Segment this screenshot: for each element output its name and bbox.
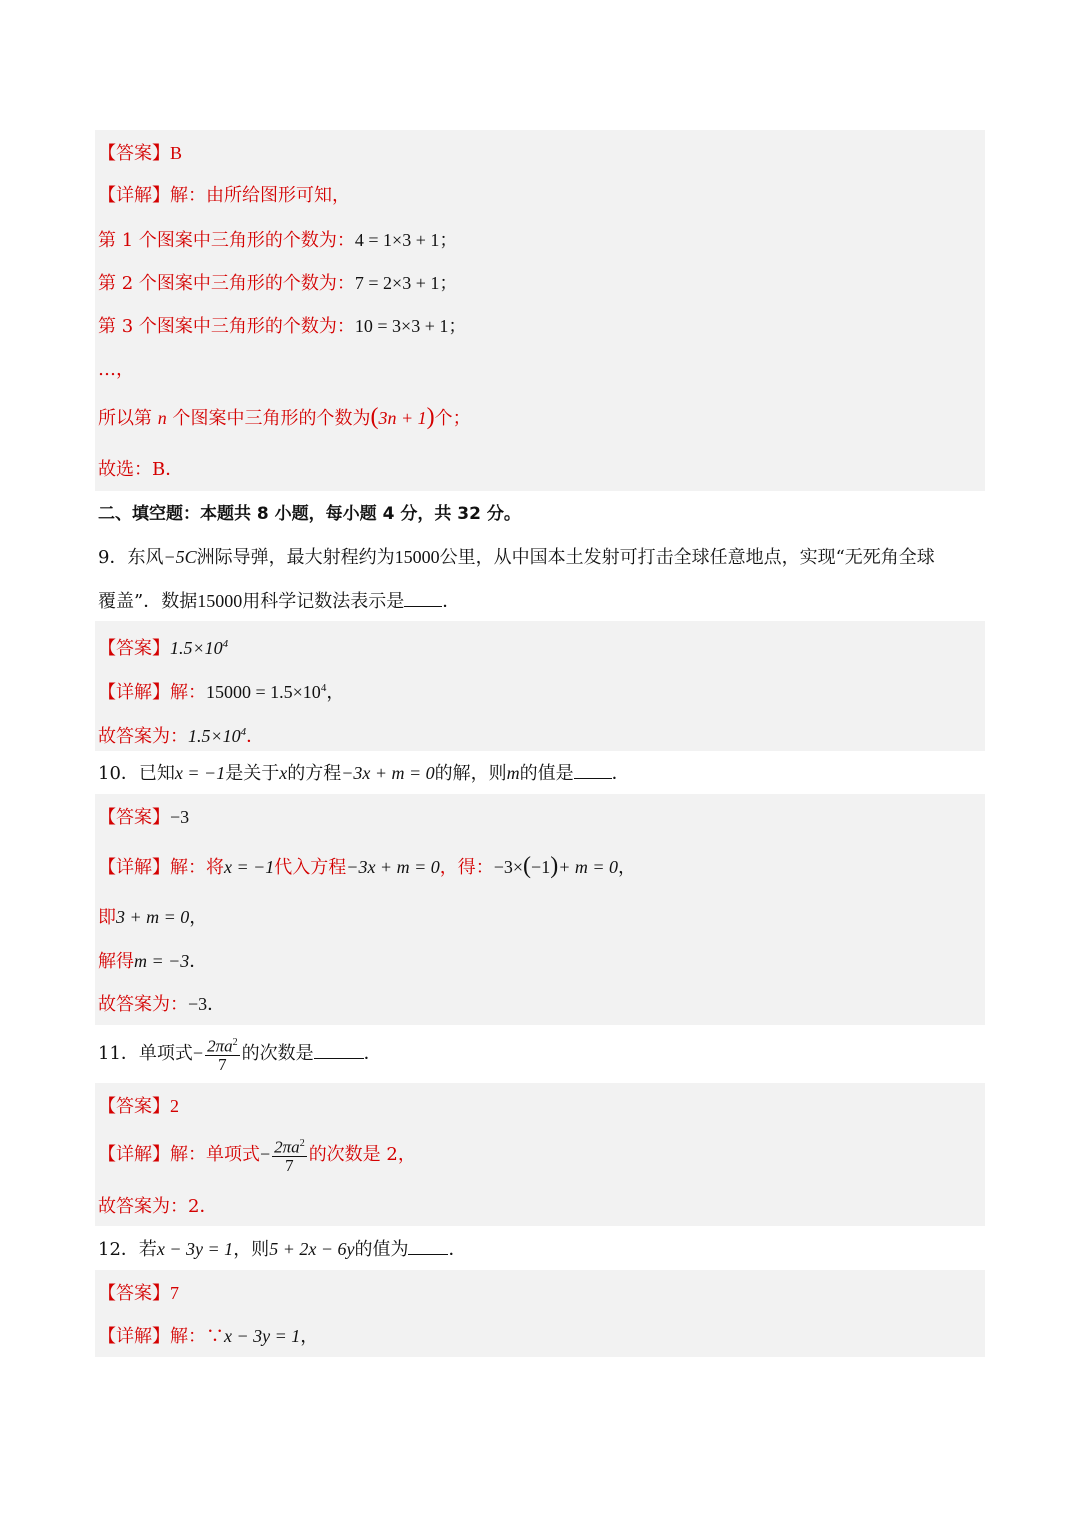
q9-conclusion (98, 720, 264, 749)
q12-text: 的值为 (354, 1239, 409, 1260)
detail-math: x − 3y = 1 (224, 1326, 301, 1346)
detail-math: + m = 0 (558, 857, 618, 877)
conclusion-end: ． (246, 726, 265, 747)
numerator (205, 1034, 240, 1057)
detail-tag: 【详解】 (98, 185, 170, 206)
numerator-exponent: 2 (232, 1036, 238, 1048)
q10-text: ． (611, 763, 630, 784)
q10-math: m (506, 763, 520, 783)
general-expr: 3n + 1 (378, 408, 427, 428)
q10-text: 的方程 (287, 763, 342, 784)
fraction (272, 1135, 307, 1176)
detail-math: 15000 = 1.5×10 (206, 682, 321, 702)
conclusion-base: 1.5×10 (188, 726, 241, 746)
denominator: 7 (285, 1156, 294, 1176)
conclusion-text: 故答案为： (98, 726, 188, 747)
general-n: n (157, 408, 167, 428)
q9-math: −5C (163, 547, 197, 567)
q9-text: 覆盖”．数据 (98, 591, 198, 612)
detail-tag: 【详解】 (98, 1326, 170, 1347)
denominator: 7 (218, 1055, 227, 1075)
q10-text: 的值是 (519, 763, 574, 784)
step-end: ； (439, 230, 458, 251)
q9-math: 15000 (394, 547, 440, 567)
general-text-a: 所以第 (98, 408, 152, 429)
step-math: 3 + m = 0 (116, 907, 190, 927)
q9-text: 公里，从中国本土发射可打击全球任意地点，实现“无死角全球 (439, 547, 935, 568)
q9-text: ． (442, 591, 461, 612)
step-text: 第 3 个图案中三角形的个数为： (98, 316, 355, 337)
q8-ellipsis (98, 358, 134, 382)
answer-exponent: 4 (222, 638, 229, 650)
close-paren: ) (426, 404, 435, 430)
q12-math: 5 + 2x − 6y (269, 1239, 355, 1259)
q11-text: ． (363, 1043, 382, 1064)
general-text-c: 个； (434, 408, 471, 429)
conclusion-text: 故选：B． (98, 459, 184, 480)
numerator-text: 2πa (207, 1036, 233, 1056)
conclusion-end: ． (207, 994, 226, 1015)
answer-value: −3 (170, 807, 190, 827)
q10-text: 的解，则 (434, 763, 507, 784)
q12-text: 12．若 (98, 1239, 157, 1260)
q11-stem (98, 1030, 382, 1077)
answer-tag: 【答案】 (98, 1283, 170, 1304)
detail-text: 解：∵ (170, 1326, 224, 1347)
detail-exponent: 4 (320, 682, 327, 694)
q12-math: x − 3y = 1 (156, 1239, 234, 1259)
detail-text: 解：由所给图形可知， (170, 185, 350, 206)
detail-end: ， (300, 1326, 319, 1347)
q9-stem-line-2 (98, 589, 460, 614)
answer-value: 7 (170, 1283, 179, 1303)
q11-answer-line (98, 1094, 179, 1119)
step-math: 10 = 3×3 + 1 (354, 316, 449, 336)
numerator-exponent: 2 (299, 1137, 305, 1149)
step-math: 7 = 2×3 + 1 (354, 273, 440, 293)
answer-base: 1.5×10 (170, 638, 223, 658)
q9-text: 洲际导弹，最大射程约为 (196, 547, 395, 568)
conclusion-exponent: 4 (240, 726, 247, 738)
q9-detail-line (98, 676, 344, 705)
q10-answer-box (95, 794, 985, 1025)
answer-tag: 【答案】 (98, 143, 170, 164)
step-text: 即 (98, 907, 116, 928)
answer-tag: 【答案】 (98, 1096, 170, 1117)
detail-text: 解： (170, 682, 206, 703)
q8-detail-line (98, 184, 350, 208)
q9-text: 用科学记数法表示是 (242, 591, 405, 612)
answer-value: 2 (170, 1096, 179, 1116)
q11-text: 的次数是 (241, 1043, 314, 1064)
conclusion-value: −3 (188, 994, 208, 1014)
step-end: ， (189, 907, 208, 928)
detail-tag: 【详解】 (98, 857, 170, 878)
q8-step-1 (98, 228, 457, 253)
numerator (272, 1135, 307, 1158)
step-end: ； (448, 316, 467, 337)
q10-text: 10．已知 (98, 763, 175, 784)
detail-end: ， (618, 857, 636, 878)
detail-tag: 【详解】 (98, 1144, 170, 1165)
open-paren: ( (523, 853, 532, 879)
detail-math: −3x + m = 0 (346, 857, 440, 877)
section-heading-text: 二、填空题：本题共 8 小题，每小题 4 分，共 32 分。 (98, 504, 521, 524)
q8-conclusion (98, 458, 183, 482)
q10-text: 是关于 (225, 763, 280, 784)
q11-detail-line (98, 1131, 416, 1178)
q10-math: x (279, 763, 288, 783)
q12-answer-line (98, 1281, 179, 1306)
conclusion-text: 故答案为： (98, 994, 188, 1015)
detail-math: x = −1 (224, 857, 275, 877)
detail-text: 解：将 (170, 857, 224, 878)
answer-blank (408, 1254, 448, 1255)
q8-step-3 (98, 314, 466, 339)
close-paren: ) (550, 853, 559, 879)
q9-answer-line (98, 632, 228, 661)
step-text: 解得 (98, 951, 134, 972)
fraction (205, 1034, 240, 1075)
q8-answer-line (98, 141, 182, 166)
q9-math: 15000 (197, 591, 243, 611)
step-text: 第 2 个图案中三角形的个数为： (98, 273, 355, 294)
q10-conclusion (98, 992, 225, 1017)
q10-math: x = −1 (174, 763, 226, 783)
q10-step-1 (98, 905, 207, 930)
step-end: ； (439, 273, 458, 294)
detail-text: 的次数是 2， (308, 1144, 416, 1165)
q10-stem (98, 761, 630, 786)
section-heading (98, 502, 521, 526)
q9-text: 9．东风 (98, 547, 164, 568)
answer-tag: 【答案】 (98, 807, 170, 828)
step-math: 4 = 1×3 + 1 (354, 230, 440, 250)
q12-text: ． (448, 1239, 467, 1260)
detail-text: 代入方程 (274, 857, 347, 878)
answer-tag: 【答案】 (98, 638, 170, 659)
q11-conclusion (98, 1195, 217, 1219)
open-paren: ( (370, 404, 379, 430)
detail-math: −3× (493, 857, 524, 877)
answer-blank (314, 1058, 364, 1059)
q11-text: 11．单项式 (98, 1043, 193, 1064)
general-text-b: 个图案中三角形的个数为 (172, 408, 371, 429)
negative-sign: − (260, 1144, 271, 1164)
q12-text: ，则 (233, 1239, 270, 1260)
numerator-text: 2πa (274, 1137, 300, 1157)
step-text: 第 1 个图案中三角形的个数为： (98, 230, 355, 251)
detail-end: ， (326, 682, 345, 703)
answer-blank (574, 778, 612, 779)
detail-text: 解：单项式 (170, 1144, 260, 1165)
q9-stem-line-1 (98, 545, 935, 570)
q10-answer-line (98, 805, 189, 830)
q12-stem (98, 1237, 466, 1262)
q10-step-2 (98, 949, 207, 974)
ellipsis-text: …， (98, 359, 134, 380)
q10-math: −3x + m = 0 (341, 763, 435, 783)
step-math: m = −3 (134, 951, 190, 971)
detail-tag: 【详解】 (98, 682, 170, 703)
detail-math: −1 (531, 857, 551, 877)
negative-sign: − (192, 1043, 204, 1063)
q10-detail-line (98, 854, 636, 880)
detail-text: ，得： (439, 857, 494, 878)
q12-detail-line (98, 1324, 318, 1349)
conclusion-text: 故答案为：2． (98, 1196, 218, 1217)
step-end: ． (189, 951, 208, 972)
answer-blank (404, 606, 442, 607)
q8-general (98, 405, 471, 431)
answer-value: B (170, 143, 183, 163)
q8-step-2 (98, 271, 457, 296)
